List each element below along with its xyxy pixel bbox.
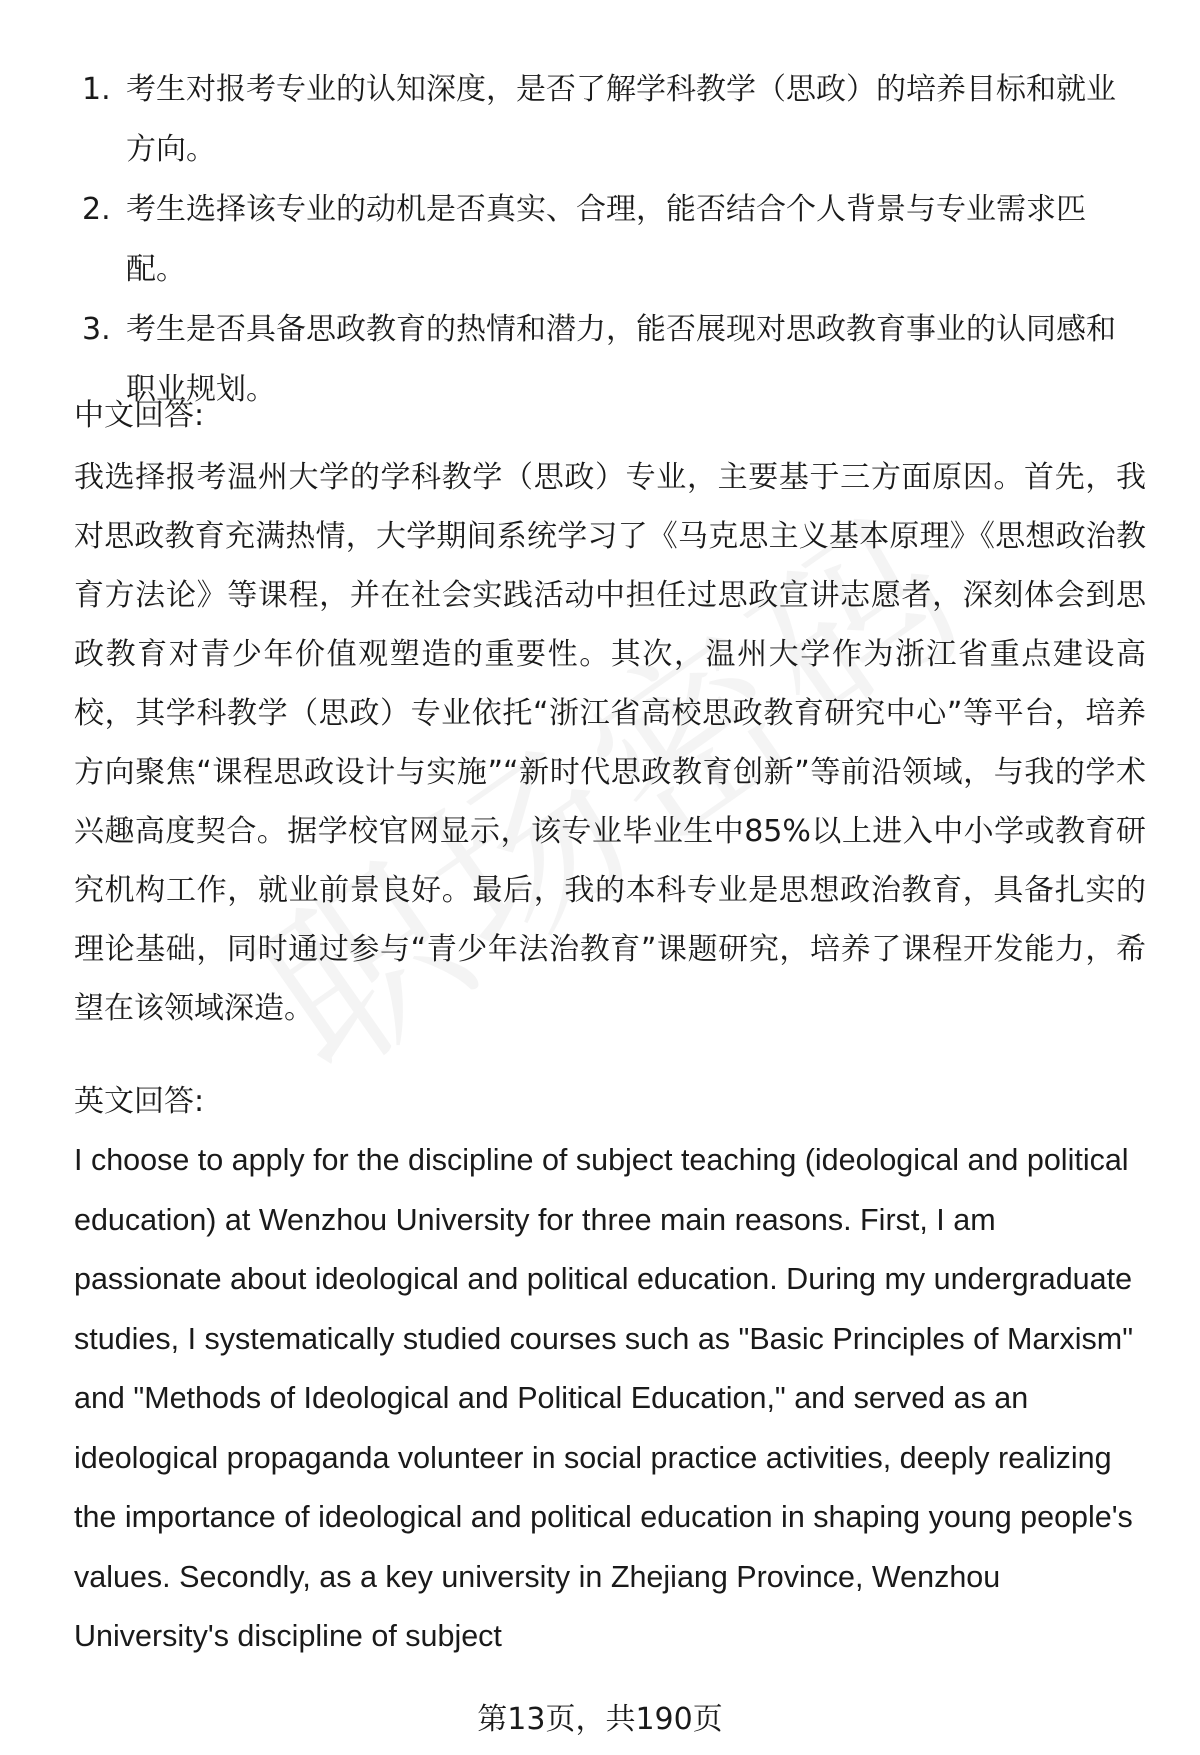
list-item-text: 考生选择该专业的动机是否真实、合理，能否结合个人背景与专业需求匹配。	[126, 192, 1086, 287]
english-answer-text: I choose to apply for the discipline of subject teaching (ideological and political education) at Wenzhou University for three main reasons. First, I am passionate about ideological and political education. During my undergraduate studies, I systematically studied courses such as "Basic Principles of Marxism" and "Methods of Ideological and Political Education," and served as an ideological propaganda volunteer in social practice activities, deeply realizing the importance of ideological and political education in shaping young people's values. Secondly, as a key university in Zhejiang Province, Wenzhou University's discipline of subject	[74, 1143, 1134, 1653]
english-answer-label: 英文回答:	[74, 1084, 205, 1119]
list-item-text: 考生对报考专业的认知深度，是否了解学科教学（思政）的培养目标和就业方向。	[126, 72, 1116, 167]
list-item	[82, 180, 1142, 300]
chinese-answer-label: 中文回答:	[74, 398, 205, 433]
chinese-answer-text: 我选择报考温州大学的学科教学（思政）专业，主要基于三方面原因。首先，我对思政教育充满热情，大学期间系统学习了《马克思主义基本原理》《思想政治教育方法论》等课程，并在社会实践活动中担任过思政宣讲志愿者，深刻体会到思政教育对青少年价值观塑造的重要性。其次，温州大学作为浙江省重点建设高校，其学科教学（思政）专业依托“浙江省高校思政教育研究中心”等平台，培养方向聚焦“课程思政设计与实施”“新时代思政教育创新”等前沿领域，与我的学术兴趣高度契合。据学校官网显示，该专业毕业生中85%以上进入中小学或教育研究机构工作，就业前景良好。最后，我的本科专业是思想政治教育，具备扎实的理论基础，同时通过参与“青少年法治教育”课题研究，培养了课程开发能力，希望在该领域深造。	[74, 460, 1146, 1026]
evaluation-criteria-list	[82, 60, 1142, 420]
page-number: 第13页，共190页	[477, 1702, 723, 1737]
list-item-text: 考生是否具备思政教育的热情和潜力，能否展现对思政教育事业的认同感和职业规划。	[126, 312, 1116, 407]
list-item	[82, 60, 1142, 180]
list-number: 3.	[82, 312, 111, 347]
list-item	[82, 300, 1142, 420]
list-number: 1.	[82, 72, 111, 107]
list-number: 2.	[82, 192, 111, 227]
